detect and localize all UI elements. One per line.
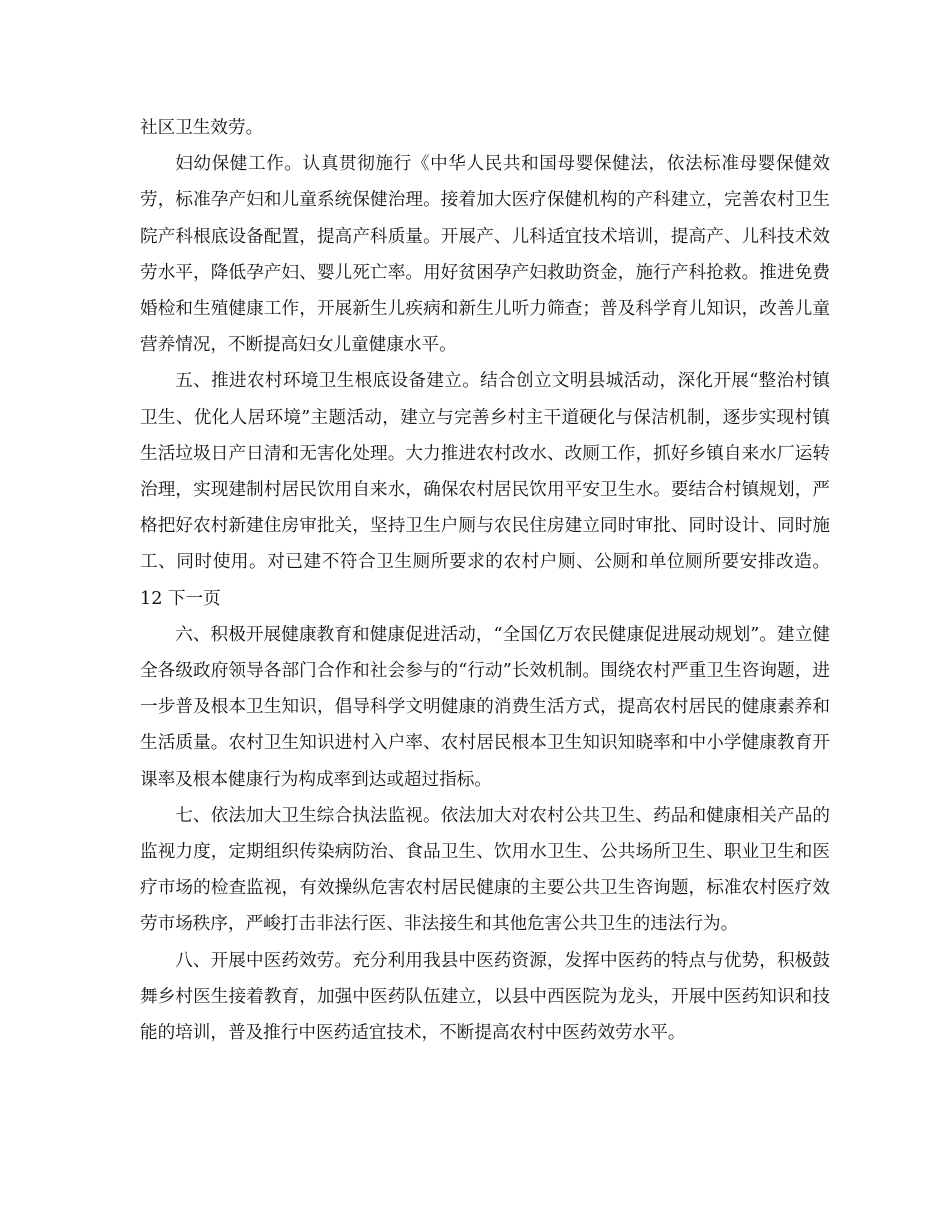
paragraph-tcm-service: 八、开展中医药效劳。充分利用我县中医药资源，发挥中医药的特点与优势，积极鼓舞乡村医生接着教育，加强中医药队伍建立，以县中西医院为龙头，开展中医药知识和技能的培训，普及推行中医药适宜技术，不断提高农村中医药效劳水平。 <box>140 950 830 1044</box>
paragraph-law-enforcement: 七、依法加大卫生综合执法监视。依法加大对农村公共卫生、药品和健康相关产品的监视力度，定期组织传染病防治、食品卫生、饮用水卫生、公共场所卫生、职业卫生和医疗市场的检查监视，有效操纵危害农村居民健康的主要公共卫生咨询题，标准农村医疗效劳市场秩序，严峻打击非法行医、非法接生和其他危害公共卫生的违法行为。 <box>140 805 830 935</box>
document-body <box>140 110 830 1051</box>
paragraph-community-health-service: 社区卫生效劳。 <box>140 118 264 138</box>
paragraph-maternal-child-health: 妇幼保健工作。认真贯彻施行《中华人民共和国母婴保健法，依法标准母婴保健效劳，标准孕产妇和儿童系统保健治理。接着加大医疗保健机构的产科建立，完善农村卫生院产科根底设备配置，提高产科质量。开展产、儿科适宜技术培训，提高产、儿科技术效劳水平，降低孕产妇、婴儿死亡率。用好贫困孕产妇救助资金，施行产科抢救。推进免费婚检和生殖健康工作，开展新生儿疾病和新生儿听力筛查；普及科学育儿知识，改善儿童营养情况，不断提高妇女儿童健康水平。 <box>140 154 830 356</box>
paragraph-health-education: 六、积极开展健康教育和健康促进活动，“全国亿万农民健康促进展动规划”。建立健全各级政府领导各部门合作和社会参与的“行动”长效机制。围绕农村严重卫生咨询题，进一步普及根本卫生知识，倡导科学文明健康的消费生活方式，提高农村居民的健康素养和生活质量。农村卫生知识进村入户率、农村居民根本卫生知识知晓率和中小学健康教育开课率及根本健康行为构成率到达或超过指标。 <box>140 624 830 790</box>
paragraph-rural-environment: 五、推进农村环境卫生根底设备建立。结合创立文明县城活动，深化开展“整治村镇卫生、优化人居环境”主题活动，建立与完善乡村主干道硬化与保洁机制，逐步实现村镇生活垃圾日产日清和无害化处理。大力推进农村改水、改厕工作，抓好乡镇自来水厂运转治理，实现建制村居民饮用自来水，确保农村居民饮用平安卫生水。要结合村镇规划，严格把好农村新建住房审批关，坚持卫生户厕与农民住房建立同时审批、同时设计、同时施工、同时使用。对已建不符合卫生厕所要求的农村户厕、公厕和单位厕所要安排改造。12 下一页 <box>140 371 830 609</box>
